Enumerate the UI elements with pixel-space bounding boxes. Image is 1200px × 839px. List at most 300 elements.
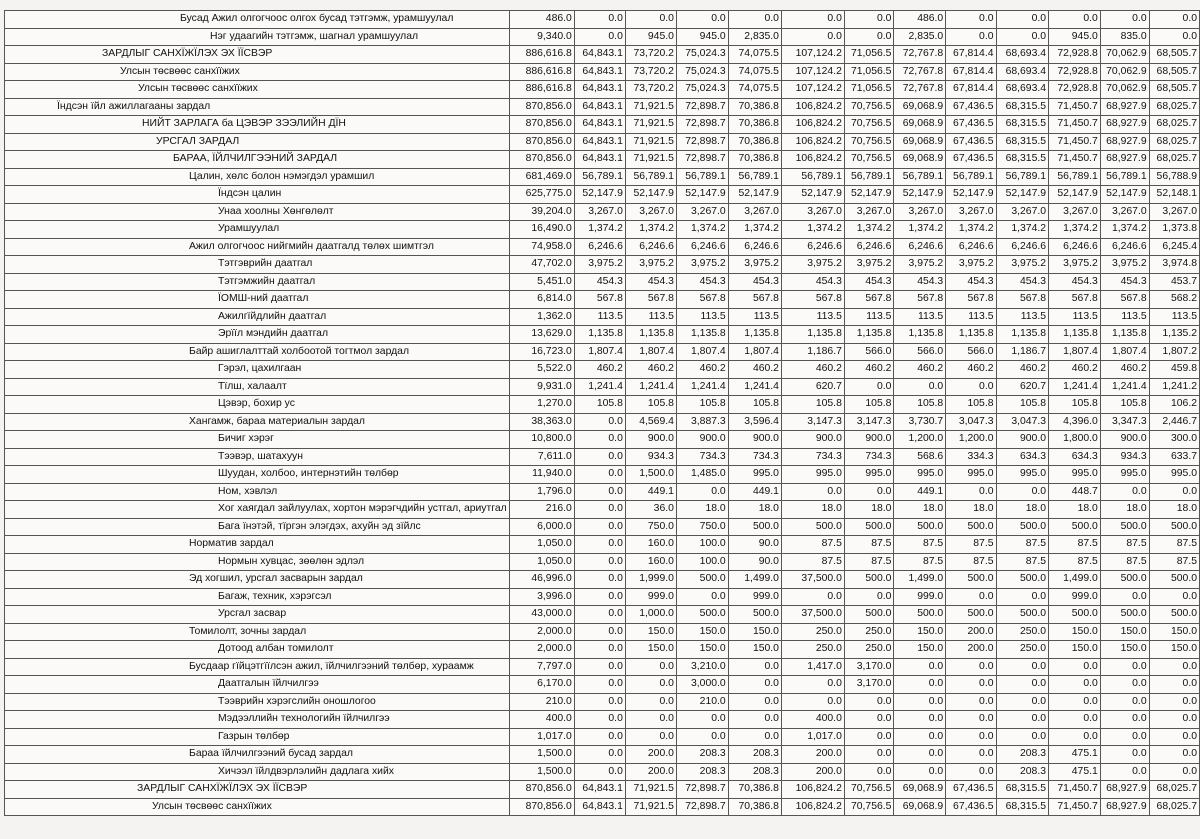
row-label: Унаа хоолны Хөнгөлөлт [5, 203, 510, 221]
month-cell-1: 0.0 [574, 431, 625, 449]
month-cell-11: 995.0 [1100, 466, 1149, 484]
month-cell-4: 6,246.6 [728, 238, 781, 256]
month-cell-11: 68,927.9 [1100, 133, 1149, 151]
month-cell-4: 0.0 [728, 676, 781, 694]
row-label: Тэтгэмжийн даатгал [5, 273, 510, 291]
month-cell-4: 74,075.5 [728, 63, 781, 81]
table-row [5, 11, 1200, 29]
month-cell-12: 68,025.7 [1149, 133, 1199, 151]
month-cell-5: 0.0 [781, 483, 844, 501]
month-cell-9: 68,315.5 [996, 151, 1049, 169]
month-cell-4: 70,386.8 [728, 133, 781, 151]
month-cell-3: 100.0 [676, 536, 728, 554]
month-cell-3: 56,789.1 [676, 168, 728, 186]
month-cell-1: 0.0 [574, 746, 625, 764]
month-cell-3: 500.0 [676, 606, 728, 624]
month-cell-3: 460.2 [676, 361, 728, 379]
total-cell: 1,500.0 [509, 746, 574, 764]
month-cell-7: 1,499.0 [894, 571, 946, 589]
month-cell-12: 459.8 [1149, 361, 1199, 379]
month-cell-7: 72,767.8 [894, 63, 946, 81]
month-cell-5: 106,824.2 [781, 133, 844, 151]
month-cell-6: 87.5 [844, 536, 894, 554]
month-cell-9: 3,975.2 [996, 256, 1049, 274]
month-cell-2: 113.5 [625, 308, 676, 326]
month-cell-2: 0.0 [625, 711, 676, 729]
month-cell-4: 999.0 [728, 588, 781, 606]
total-cell: 870,856.0 [509, 116, 574, 134]
month-cell-11: 1,135.8 [1100, 326, 1149, 344]
month-cell-3: 72,898.7 [676, 116, 728, 134]
row-label: БАРАА, ЇЙЛЧИЛГЭЭНИЙ ЗАРДАЛ [5, 151, 510, 169]
total-cell: 1,796.0 [509, 483, 574, 501]
month-cell-7: 486.0 [894, 11, 946, 29]
month-cell-12: 453.7 [1149, 273, 1199, 291]
table-row [5, 308, 1200, 326]
month-cell-8: 500.0 [946, 518, 996, 536]
month-cell-12: 87.5 [1149, 536, 1199, 554]
total-cell: 870,856.0 [509, 798, 574, 816]
table-row [5, 168, 1200, 186]
month-cell-9: 87.5 [996, 536, 1049, 554]
month-cell-3: 18.0 [676, 501, 728, 519]
table-row [5, 571, 1200, 589]
row-label: НИЙТ ЗАРЛАГА ба ЦЭВЭР ЗЭЭЛИЙН ДЇН [5, 116, 510, 134]
table-row [5, 63, 1200, 81]
month-cell-11: 113.5 [1100, 308, 1149, 326]
month-cell-6: 87.5 [844, 553, 894, 571]
total-cell: 886,616.8 [509, 46, 574, 64]
month-cell-7: 72,767.8 [894, 46, 946, 64]
month-cell-3: 734.3 [676, 448, 728, 466]
month-cell-7: 0.0 [894, 763, 946, 781]
month-cell-11: 68,927.9 [1100, 116, 1149, 134]
month-cell-2: 71,921.5 [625, 151, 676, 169]
month-cell-12: 52,148.1 [1149, 186, 1199, 204]
total-cell: 13,629.0 [509, 326, 574, 344]
month-cell-8: 0.0 [946, 711, 996, 729]
month-cell-5: 3,975.2 [781, 256, 844, 274]
month-cell-3: 0.0 [676, 711, 728, 729]
month-cell-7: 150.0 [894, 641, 946, 659]
month-cell-2: 3,267.0 [625, 203, 676, 221]
month-cell-2: 160.0 [625, 536, 676, 554]
month-cell-1: 1,807.4 [574, 343, 625, 361]
month-cell-10: 4,396.0 [1049, 413, 1101, 431]
month-cell-3: 72,898.7 [676, 798, 728, 816]
month-cell-11: 0.0 [1100, 11, 1149, 29]
month-cell-4: 900.0 [728, 431, 781, 449]
month-cell-8: 567.8 [946, 291, 996, 309]
month-cell-4: 70,386.8 [728, 98, 781, 116]
month-cell-6: 70,756.5 [844, 116, 894, 134]
month-cell-2: 71,921.5 [625, 98, 676, 116]
month-cell-2: 934.3 [625, 448, 676, 466]
month-cell-1: 52,147.9 [574, 186, 625, 204]
month-cell-3: 3,887.3 [676, 413, 728, 431]
month-cell-8: 67,436.5 [946, 133, 996, 151]
month-cell-6: 500.0 [844, 518, 894, 536]
month-cell-4: 500.0 [728, 518, 781, 536]
month-cell-8: 3,975.2 [946, 256, 996, 274]
month-cell-12: 500.0 [1149, 571, 1199, 589]
month-cell-2: 71,921.5 [625, 133, 676, 151]
month-cell-12: 56,788.9 [1149, 168, 1199, 186]
month-cell-7: 0.0 [894, 711, 946, 729]
month-cell-8: 0.0 [946, 746, 996, 764]
month-cell-6: 70,756.5 [844, 133, 894, 151]
month-cell-8: 87.5 [946, 553, 996, 571]
total-cell: 486.0 [509, 11, 574, 29]
month-cell-11: 1,807.4 [1100, 343, 1149, 361]
month-cell-6: 500.0 [844, 606, 894, 624]
month-cell-9: 3,267.0 [996, 203, 1049, 221]
month-cell-5: 0.0 [781, 676, 844, 694]
month-cell-5: 3,147.3 [781, 413, 844, 431]
month-cell-3: 750.0 [676, 518, 728, 536]
month-cell-1: 454.3 [574, 273, 625, 291]
month-cell-9: 567.8 [996, 291, 1049, 309]
month-cell-12: 500.0 [1149, 606, 1199, 624]
month-cell-5: 107,124.2 [781, 46, 844, 64]
month-cell-12: 633.7 [1149, 448, 1199, 466]
month-cell-9: 0.0 [996, 483, 1049, 501]
month-cell-2: 449.1 [625, 483, 676, 501]
month-cell-11: 52,147.9 [1100, 186, 1149, 204]
month-cell-11: 0.0 [1100, 746, 1149, 764]
month-cell-10: 567.8 [1049, 291, 1101, 309]
month-cell-9: 1,374.2 [996, 221, 1049, 239]
total-cell: 870,856.0 [509, 151, 574, 169]
month-cell-8: 67,814.4 [946, 81, 996, 99]
month-cell-4: 460.2 [728, 361, 781, 379]
month-cell-5: 37,500.0 [781, 606, 844, 624]
row-label: Тэтгэврийн даатгал [5, 256, 510, 274]
month-cell-1: 0.0 [574, 413, 625, 431]
month-cell-10: 454.3 [1049, 273, 1101, 291]
month-cell-1: 0.0 [574, 28, 625, 46]
row-label: Эд хогшил, урсгал засварын зардал [5, 571, 510, 589]
month-cell-9: 460.2 [996, 361, 1049, 379]
table-row [5, 326, 1200, 344]
month-cell-8: 1,374.2 [946, 221, 996, 239]
month-cell-4: 0.0 [728, 711, 781, 729]
month-cell-9: 68,315.5 [996, 98, 1049, 116]
month-cell-9: 634.3 [996, 448, 1049, 466]
month-cell-10: 0.0 [1049, 728, 1101, 746]
month-cell-10: 500.0 [1049, 606, 1101, 624]
month-cell-1: 3,267.0 [574, 203, 625, 221]
month-cell-11: 0.0 [1100, 588, 1149, 606]
month-cell-4: 0.0 [728, 693, 781, 711]
month-cell-12: 18.0 [1149, 501, 1199, 519]
month-cell-5: 107,124.2 [781, 81, 844, 99]
month-cell-4: 449.1 [728, 483, 781, 501]
month-cell-9: 3,047.3 [996, 413, 1049, 431]
month-cell-10: 71,450.7 [1049, 98, 1101, 116]
month-cell-6: 460.2 [844, 361, 894, 379]
month-cell-10: 71,450.7 [1049, 798, 1101, 816]
month-cell-5: 454.3 [781, 273, 844, 291]
month-cell-2: 567.8 [625, 291, 676, 309]
table-row [5, 711, 1200, 729]
month-cell-10: 0.0 [1049, 11, 1101, 29]
row-label: Томилолт, зочны зардал [5, 623, 510, 641]
row-label: Бусдаар гїйцэтгїїлсэн ажил, їйлчилгээний төлбөр, хураамж [5, 658, 510, 676]
table-row [5, 588, 1200, 606]
month-cell-7: 0.0 [894, 676, 946, 694]
month-cell-8: 67,436.5 [946, 98, 996, 116]
month-cell-3: 113.5 [676, 308, 728, 326]
row-label: Урамшуулал [5, 221, 510, 239]
month-cell-10: 448.7 [1049, 483, 1101, 501]
month-cell-1: 64,843.1 [574, 81, 625, 99]
month-cell-8: 113.5 [946, 308, 996, 326]
month-cell-3: 150.0 [676, 623, 728, 641]
month-cell-11: 56,789.1 [1100, 168, 1149, 186]
row-label: Бичиг хэрэг [5, 431, 510, 449]
month-cell-7: 3,730.7 [894, 413, 946, 431]
month-cell-3: 567.8 [676, 291, 728, 309]
month-cell-10: 150.0 [1049, 641, 1101, 659]
table-row [5, 81, 1200, 99]
month-cell-7: 18.0 [894, 501, 946, 519]
month-cell-2: 460.2 [625, 361, 676, 379]
table-row [5, 798, 1200, 816]
month-cell-11: 150.0 [1100, 641, 1149, 659]
month-cell-6: 71,056.5 [844, 81, 894, 99]
month-cell-4: 2,835.0 [728, 28, 781, 46]
month-cell-6: 3,975.2 [844, 256, 894, 274]
row-label: Гэрэл, цахилгаан [5, 361, 510, 379]
month-cell-8: 67,436.5 [946, 798, 996, 816]
table-row [5, 431, 1200, 449]
month-cell-12: 995.0 [1149, 466, 1199, 484]
month-cell-10: 72,928.8 [1049, 46, 1101, 64]
row-label: ЇОМШ-ний даатгал [5, 291, 510, 309]
total-cell: 886,616.8 [509, 81, 574, 99]
month-cell-2: 200.0 [625, 746, 676, 764]
month-cell-1: 0.0 [574, 623, 625, 641]
month-cell-6: 1,135.8 [844, 326, 894, 344]
month-cell-8: 105.8 [946, 396, 996, 414]
table-row [5, 28, 1200, 46]
month-cell-9: 6,246.6 [996, 238, 1049, 256]
row-label: Эрїїл мэндийн даатгал [5, 326, 510, 344]
month-cell-2: 160.0 [625, 553, 676, 571]
month-cell-1: 0.0 [574, 728, 625, 746]
month-cell-7: 3,975.2 [894, 256, 946, 274]
month-cell-7: 1,200.0 [894, 431, 946, 449]
month-cell-9: 0.0 [996, 676, 1049, 694]
month-cell-12: 68,025.7 [1149, 151, 1199, 169]
month-cell-1: 0.0 [574, 501, 625, 519]
month-cell-9: 900.0 [996, 431, 1049, 449]
table-row [5, 763, 1200, 781]
row-label: ЗАРДЛЫГ САНХЇЖЇЛЭХ ЭХ ЇЇСВЭР [5, 46, 510, 64]
table-row [5, 256, 1200, 274]
row-label: Мэдээллийн технологийн їйлчилгээ [5, 711, 510, 729]
month-cell-5: 106,824.2 [781, 151, 844, 169]
month-cell-9: 208.3 [996, 763, 1049, 781]
month-cell-6: 0.0 [844, 11, 894, 29]
month-cell-4: 3,975.2 [728, 256, 781, 274]
month-cell-9: 0.0 [996, 11, 1049, 29]
row-label: Ажил олгогчоос нийгмийн даатгалд төлөх шимтгэл [5, 238, 510, 256]
month-cell-5: 1,374.2 [781, 221, 844, 239]
month-cell-11: 68,927.9 [1100, 98, 1149, 116]
month-cell-6: 56,789.1 [844, 168, 894, 186]
month-cell-5: 106,824.2 [781, 116, 844, 134]
month-cell-12: 0.0 [1149, 763, 1199, 781]
table-row [5, 133, 1200, 151]
month-cell-3: 72,898.7 [676, 133, 728, 151]
month-cell-2: 73,720.2 [625, 81, 676, 99]
month-cell-12: 568.2 [1149, 291, 1199, 309]
month-cell-1: 113.5 [574, 308, 625, 326]
month-cell-4: 3,267.0 [728, 203, 781, 221]
month-cell-1: 0.0 [574, 518, 625, 536]
month-cell-7: 69,068.9 [894, 116, 946, 134]
month-cell-8: 52,147.9 [946, 186, 996, 204]
month-cell-8: 200.0 [946, 623, 996, 641]
month-cell-5: 250.0 [781, 623, 844, 641]
month-cell-8: 0.0 [946, 763, 996, 781]
month-cell-1: 0.0 [574, 641, 625, 659]
table-row [5, 448, 1200, 466]
total-cell: 43,000.0 [509, 606, 574, 624]
month-cell-8: 0.0 [946, 483, 996, 501]
month-cell-1: 0.0 [574, 553, 625, 571]
month-cell-6: 500.0 [844, 571, 894, 589]
month-cell-6: 6,246.6 [844, 238, 894, 256]
month-cell-9: 68,315.5 [996, 133, 1049, 151]
total-cell: 6,814.0 [509, 291, 574, 309]
row-label: Бага їнэтэй, тїргэн элэгдэх, ахуйн эд зїйлс [5, 518, 510, 536]
table-row [5, 553, 1200, 571]
month-cell-12: 1,807.2 [1149, 343, 1199, 361]
month-cell-8: 3,047.3 [946, 413, 996, 431]
month-cell-4: 0.0 [728, 728, 781, 746]
month-cell-2: 1,374.2 [625, 221, 676, 239]
month-cell-10: 72,928.8 [1049, 81, 1101, 99]
table-row [5, 116, 1200, 134]
month-cell-5: 1,135.8 [781, 326, 844, 344]
month-cell-12: 0.0 [1149, 28, 1199, 46]
month-cell-4: 1,499.0 [728, 571, 781, 589]
month-cell-7: 999.0 [894, 588, 946, 606]
month-cell-1: 460.2 [574, 361, 625, 379]
month-cell-1: 0.0 [574, 11, 625, 29]
table-row [5, 676, 1200, 694]
month-cell-8: 334.3 [946, 448, 996, 466]
month-cell-2: 71,921.5 [625, 116, 676, 134]
month-cell-6: 18.0 [844, 501, 894, 519]
month-cell-5: 0.0 [781, 693, 844, 711]
total-cell: 9,931.0 [509, 378, 574, 396]
month-cell-2: 945.0 [625, 28, 676, 46]
month-cell-1: 64,843.1 [574, 63, 625, 81]
month-cell-9: 68,315.5 [996, 781, 1049, 799]
month-cell-8: 67,436.5 [946, 116, 996, 134]
month-cell-10: 150.0 [1049, 623, 1101, 641]
month-cell-1: 64,843.1 [574, 46, 625, 64]
month-cell-8: 1,135.8 [946, 326, 996, 344]
row-label: Тээврийн хэрэгслийн оношлогоо [5, 693, 510, 711]
month-cell-8: 500.0 [946, 571, 996, 589]
month-cell-7: 500.0 [894, 518, 946, 536]
month-cell-12: 1,373.8 [1149, 221, 1199, 239]
month-cell-12: 68,505.7 [1149, 63, 1199, 81]
month-cell-6: 70,756.5 [844, 151, 894, 169]
month-cell-8: 3,267.0 [946, 203, 996, 221]
month-cell-11: 68,927.9 [1100, 151, 1149, 169]
month-cell-10: 3,267.0 [1049, 203, 1101, 221]
month-cell-7: 568.6 [894, 448, 946, 466]
month-cell-2: 73,720.2 [625, 46, 676, 64]
month-cell-5: 107,124.2 [781, 63, 844, 81]
total-cell: 1,500.0 [509, 763, 574, 781]
month-cell-1: 0.0 [574, 466, 625, 484]
month-cell-4: 70,386.8 [728, 781, 781, 799]
row-label: Їндсэн цалин [5, 186, 510, 204]
month-cell-11: 900.0 [1100, 431, 1149, 449]
month-cell-6: 0.0 [844, 711, 894, 729]
month-cell-11: 0.0 [1100, 676, 1149, 694]
month-cell-2: 150.0 [625, 641, 676, 659]
month-cell-4: 70,386.8 [728, 151, 781, 169]
month-cell-9: 250.0 [996, 641, 1049, 659]
month-cell-2: 0.0 [625, 658, 676, 676]
month-cell-12: 113.5 [1149, 308, 1199, 326]
month-cell-5: 106,824.2 [781, 781, 844, 799]
table-row [5, 343, 1200, 361]
month-cell-2: 1,999.0 [625, 571, 676, 589]
month-cell-2: 999.0 [625, 588, 676, 606]
month-cell-5: 0.0 [781, 28, 844, 46]
month-cell-8: 0.0 [946, 658, 996, 676]
month-cell-6: 0.0 [844, 763, 894, 781]
month-cell-3: 945.0 [676, 28, 728, 46]
row-label: Даатгалын їйлчилгээ [5, 676, 510, 694]
month-cell-7: 2,835.0 [894, 28, 946, 46]
month-cell-1: 0.0 [574, 606, 625, 624]
month-cell-4: 74,075.5 [728, 81, 781, 99]
month-cell-12: 2,446.7 [1149, 413, 1199, 431]
month-cell-10: 18.0 [1049, 501, 1101, 519]
month-cell-4: 70,386.8 [728, 116, 781, 134]
row-label: УРСГАЛ ЗАРДАЛ [5, 133, 510, 151]
month-cell-11: 150.0 [1100, 623, 1149, 641]
month-cell-3: 500.0 [676, 571, 728, 589]
month-cell-2: 73,720.2 [625, 63, 676, 81]
month-cell-6: 3,170.0 [844, 676, 894, 694]
month-cell-5: 620.7 [781, 378, 844, 396]
month-cell-3: 0.0 [676, 483, 728, 501]
month-cell-11: 87.5 [1100, 553, 1149, 571]
month-cell-3: 0.0 [676, 11, 728, 29]
month-cell-3: 3,975.2 [676, 256, 728, 274]
month-cell-1: 0.0 [574, 448, 625, 466]
month-cell-7: 3,267.0 [894, 203, 946, 221]
month-cell-4: 454.3 [728, 273, 781, 291]
table-row [5, 151, 1200, 169]
month-cell-2: 71,921.5 [625, 781, 676, 799]
month-cell-12: 300.0 [1149, 431, 1199, 449]
month-cell-5: 400.0 [781, 711, 844, 729]
month-cell-2: 52,147.9 [625, 186, 676, 204]
total-cell: 74,958.0 [509, 238, 574, 256]
